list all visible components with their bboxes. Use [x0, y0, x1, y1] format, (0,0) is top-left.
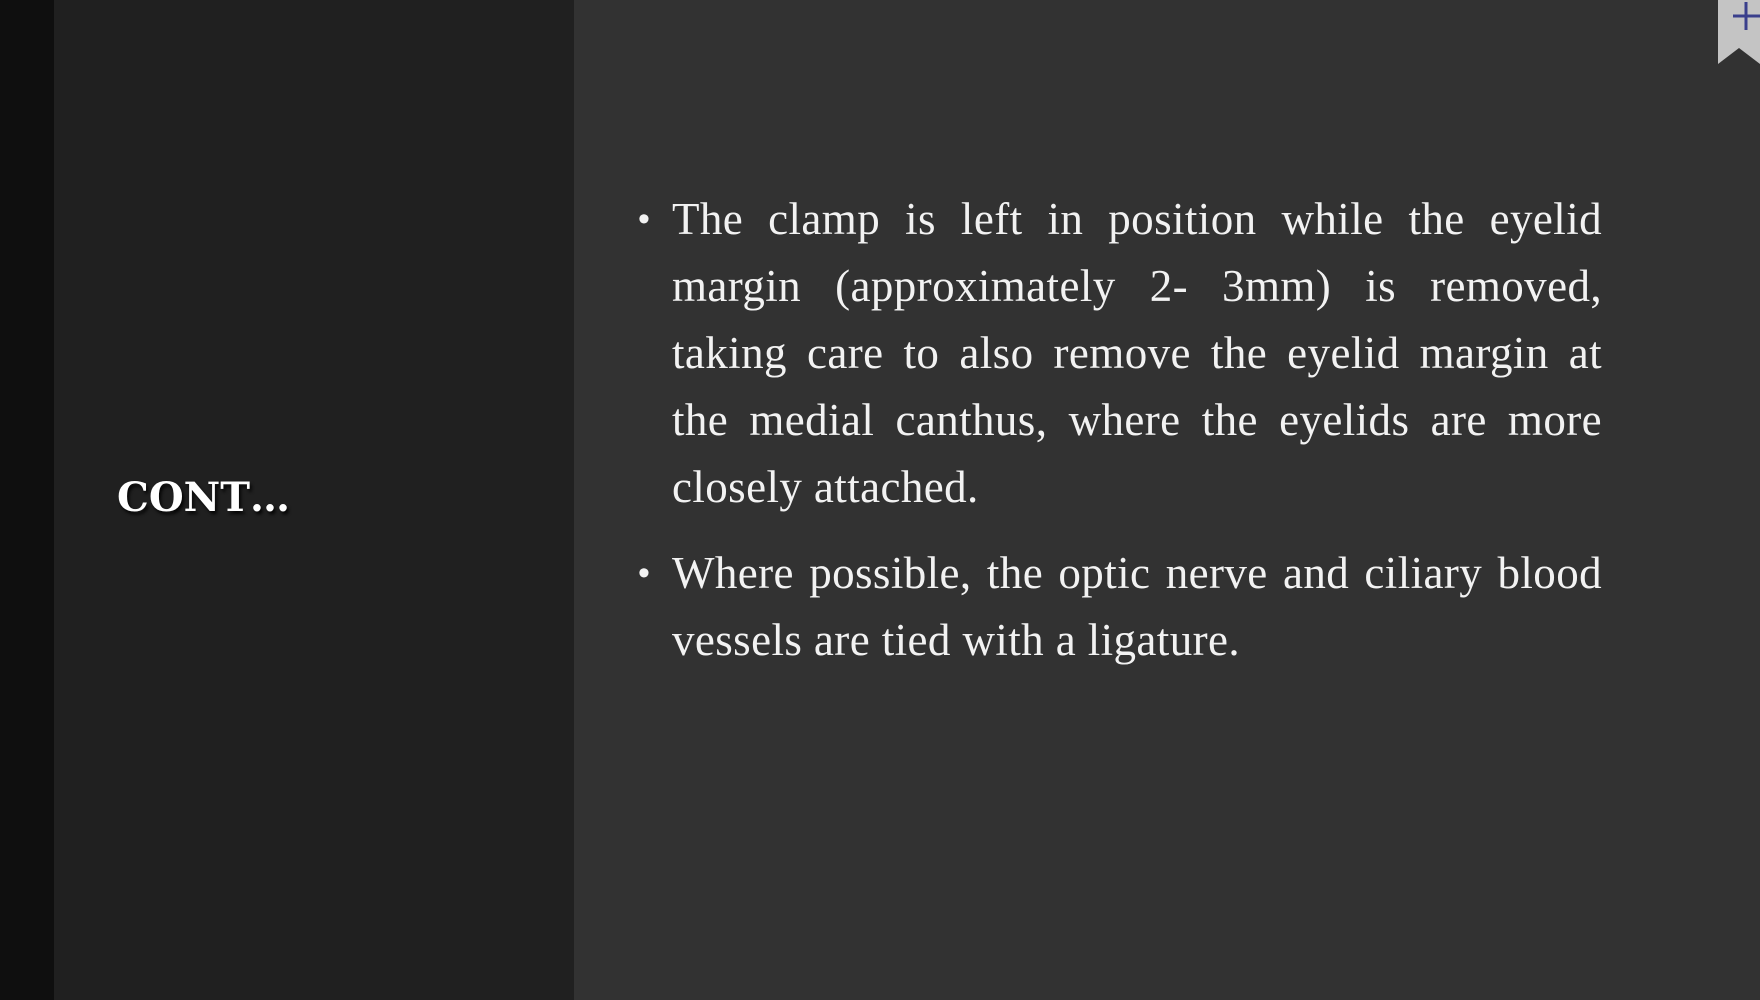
- bookmark-shape: [1718, 0, 1760, 64]
- plus-bookmark-icon[interactable]: [1718, 0, 1760, 64]
- bullet-text: The clamp is left in position while the eyelid margin (approximately 2- 3mm) is removed, taking care to also remove the eyelid margin at the medial canthus, where the eyelids are more closely attached.: [672, 194, 1602, 512]
- bullet-item: [636, 540, 1602, 674]
- slide-title: CONT…: [117, 474, 291, 521]
- left-edge-strip: [0, 0, 54, 1000]
- bullet-item: [636, 186, 1602, 521]
- bullet-dot-icon: •: [638, 200, 651, 238]
- bullet-list: [636, 186, 1602, 674]
- bullet-dot-icon: •: [638, 554, 651, 592]
- bullet-text: Where possible, the optic nerve and ciliary blood vessels are tied with a ligature.: [672, 548, 1602, 665]
- slide-content: [636, 186, 1602, 693]
